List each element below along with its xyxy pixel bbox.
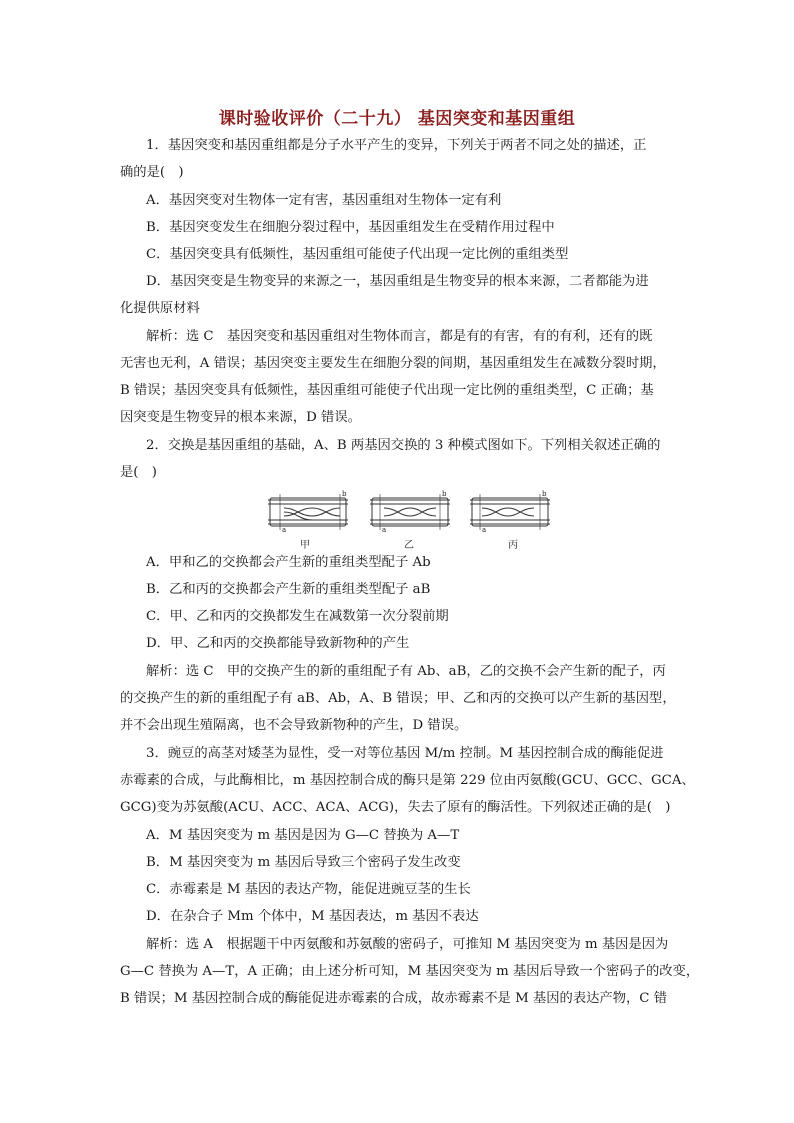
gene-label-a: a (382, 526, 387, 534)
page-title: 课时验收评价（二十九） 基因突变和基因重组 (218, 109, 576, 129)
q1-option-c: C．基因突变具有低频性，基因重组可能使子代出现一定比例的重组类型 (146, 247, 569, 262)
crossover-panel-jia (268, 494, 348, 530)
q1-stem-line2: 确的是( ) (120, 165, 184, 180)
gene-label-b: b (542, 490, 547, 498)
figure-label-yi: 乙 (404, 540, 414, 551)
q3-option-d: D．在杂合子 Mm 个体中，M 基因表达，m 基因不表达 (146, 909, 479, 924)
gene-label-b: b (342, 490, 347, 498)
q2-option-d: D．甲、乙和丙的交换都能导致新物种的产生 (146, 636, 410, 651)
gene-label-b: b (442, 490, 447, 498)
q1-answer-line2: 无害也无利，A 错误；基因突变主要发生在细胞分裂的间期，基因重组发生在减数分裂时期， (120, 356, 666, 371)
q2-option-b: B．乙和丙的交换都会产生新的重组类型配子 aB (146, 582, 431, 597)
q2-option-a: A．甲和乙的交换都会产生新的重组类型配子 Ab (146, 555, 431, 570)
q3-answer-line3: B 错误；M 基因控制合成的酶能促进赤霉素的合成，故赤霉素不是 M 基因的表达产物，C 错 (120, 991, 667, 1006)
q2-stem-line1: 2．交换是基因重组的基础，A、B 两基因交换的 3 种模式图如下。下列相关叙述正确的 (146, 438, 661, 453)
crossover-panel-yi (370, 494, 450, 530)
q1-option-a: A．基因突变对生物体一定有害，基因重组对生物体一定有利 (146, 193, 502, 208)
q3-option-b: B．M 基因突变为 m 基因后导致三个密码子发生改变 (146, 855, 461, 870)
q3-option-a: A．M 基因突变为 m 基因是因为 G—C 替换为 A—T (146, 828, 460, 843)
q3-option-c: C．赤霉素是 M 基因的表达产物，能促进豌豆茎的生长 (146, 882, 471, 897)
figure-label-bing: 丙 (508, 540, 518, 551)
q2-answer-line2: 的交换产生的新的重组配子有 aB、Ab，A、B 错误；甲、乙和丙的交换可以产生新的基因型， (120, 691, 676, 706)
q1-answer-line4: 因突变是生物变异的根本来源，D 错误。 (120, 410, 361, 425)
q2-answer-line3: 并不会出现生殖隔离，也不会导致新物种的产生，D 错误。 (120, 718, 468, 733)
q2-answer-line1: 解析：选 C 甲的交换产生的新的重组配子有 Ab、aB，乙的交换不会产生新的配子，丙 (146, 664, 666, 679)
q3-stem-line3: GCG)变为苏氨酸(ACU、ACC、ACA、ACG)，失去了原有的酶活性。下列叙述正确的是( ) (120, 800, 671, 815)
q3-answer-line1: 解析：选 A 根据题干中丙氨酸和苏氨酸的密码子，可推知 M 基因突变为 m 基因是因为 (146, 937, 669, 952)
q1-option-b: B．基因突变发生在细胞分裂过程中，基因重组发生在受精作用过程中 (146, 220, 555, 235)
q2-option-c: C．甲、乙和丙的交换都发生在减数第一次分裂前期 (146, 609, 449, 624)
q3-stem-line2: 赤霉素的合成，与此酶相比，m 基因控制合成的酶只是第 229 位由丙氨酸(GCU、GCC、GCA、 (120, 773, 695, 788)
q3-answer-line2: G—C 替换为 A—T，A 正确；由上述分析可知，M 基因突变为 m 基因后导致一个密码子的改变， (120, 964, 700, 979)
gene-label-a: a (282, 526, 287, 534)
q1-option-d-line2: 化提供原材料 (120, 301, 200, 316)
figure-label-jia: 甲 (300, 540, 310, 551)
q1-option-d-line1: D．基因突变是生物变异的来源之一，基因重组是生物变异的根本来源，二者都能为进 (146, 274, 649, 289)
q2-stem-line2: 是( ) (120, 465, 157, 480)
crossover-panel-bing (470, 494, 550, 530)
q1-answer-line1: 解析：选 C 基因突变和基因重组对生物体而言，都是有的有害，有的有利，还有的既 (146, 329, 653, 344)
q1-answer-line3: B 错误；基因突变具有低频性，基因重组可能使子代出现一定比例的重组类型，C 正确；基 (120, 383, 654, 398)
gene-label-a: a (482, 526, 487, 534)
q3-stem-line1: 3．豌豆的高茎对矮茎为显性，受一对等位基因 M/m 控制。M 基因控制合成的酶能促进 (146, 746, 664, 761)
q1-stem-line1: 1．基因突变和基因重组都是分子水平产生的变异，下列关于两者不同之处的描述，正 (146, 138, 647, 153)
